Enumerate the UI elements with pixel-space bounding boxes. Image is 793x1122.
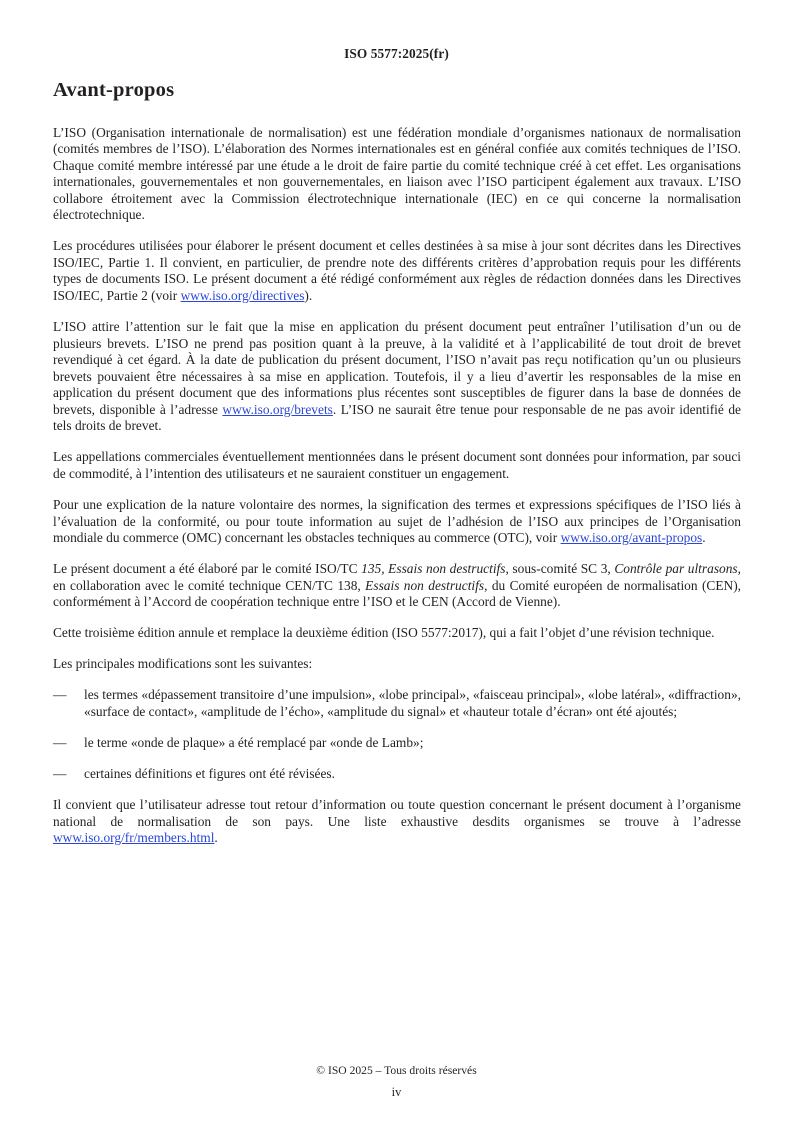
list-item bbox=[53, 687, 741, 720]
paragraph-procedures bbox=[53, 238, 741, 304]
paragraph-feedback bbox=[53, 797, 741, 847]
link-iso-members[interactable]: www.iso.org/fr/members.html bbox=[53, 830, 215, 846]
paragraph-feedback-tail: . bbox=[214, 830, 218, 846]
list-item bbox=[53, 766, 741, 783]
paragraph-patents bbox=[53, 319, 741, 435]
paragraph-procedures-tail: ). bbox=[304, 288, 313, 304]
footer-copyright: © ISO 2025 – Tous droits réservés bbox=[316, 1064, 477, 1077]
paragraph-procedures-text: Les procédures utilisées pour élaborer le présent document et celles destinées à sa mise à jour sont décrites dans les Directives ISO/IEC, Partie 1. Il convient, en particulier, de prendre note des différents critères d’approbation requis pour les différents types de documents ISO. Le présent document a été rédigé conformément aux règles de rédaction données dans les Directives ISO/IEC, Partie 2 (voir bbox=[53, 238, 741, 304]
paragraph-patents-text: L’ISO attire l’attention sur le fait que la mise en application du présent document peut entraîner l’utilisation d’un ou de plusieurs brevets. L’ISO ne prend pas position quant à la preuve, à la validité et à l’applicabilité de tout droit de brevet revendiqué à cet égard. À la date de publication du présent document, l’ISO n’avait pas reçu notification qu’un ou plusieurs brevets pouvaient être nécessaires à sa mise en application. Toutefois, il y a lieu d’avertir les responsables de la mise en application du présent document que des informations plus récentes sont susceptibles de figurer dans la base de données de brevets, disponible à l’adresse bbox=[53, 319, 741, 417]
paragraph-iso-definition: L’ISO (Organisation internationale de normalisation) est une fédération mondiale d’organismes nationaux de normalisation (comités membres de l’ISO). L’élaboration des Normes internationales est en général confiée aux comités techniques de l’ISO. Chaque comité membre intéressé par une étude a le droit de faire partie du comité technique créé à cet effet. Les organisations internationales, gouvernementales et non gouvernementales, en liaison avec l’ISO participent également aux travaux. L’ISO collabore étroitement avec la Commission électrotechnique internationale (IEC) en ce qui concerne la normalisation électrotechnique. bbox=[53, 124, 741, 223]
list-item bbox=[53, 735, 741, 752]
dash-marker-icon: — bbox=[53, 766, 67, 781]
paragraph-wto-tbt-text: Pour une explication de la nature volontaire des normes, la signification des termes et expressions spécifiques de l’ISO liés à l’évaluation de la conformité, ou pour toute information au sujet de l’adhésion de l’ISO aux principes de l’Organisation mondiale du commerce (OMC) concernant les obstacles techniques au commerce (OTC), voir bbox=[53, 496, 741, 546]
link-iso-avant-propos[interactable]: www.iso.org/avant-propos bbox=[560, 530, 703, 546]
running-head: ISO 5577:2025(fr) bbox=[344, 46, 449, 61]
page-content bbox=[53, 78, 741, 847]
page-title: Avant-propos bbox=[53, 79, 175, 101]
committee-segment-4: , du Comité européen de normalisation (CEN), conformément à l’Accord de coopération technique entre l’ISO et le CEN (Accord de Vienne). bbox=[53, 577, 741, 610]
page-number: iv bbox=[391, 1085, 402, 1099]
committee-title-cen138: Essais non destructifs bbox=[365, 577, 485, 593]
paragraph-changes-intro: Les principales modifications sont les suivantes: bbox=[53, 656, 313, 672]
committee-title-sc3: Contrôle par ultrasons bbox=[614, 561, 738, 577]
link-iso-brevets[interactable]: www.iso.org/brevets bbox=[222, 401, 333, 417]
link-iso-directives[interactable]: www.iso.org/directives bbox=[180, 288, 305, 304]
committee-segment-2: , sous-comité SC 3, bbox=[505, 561, 615, 577]
paragraph-wto-tbt-tail: . bbox=[702, 530, 706, 546]
list-item-text: les termes «dépassement transitoire d’une impulsion», «lobe principal», «faisceau principal», «lobe latéral», «diffraction», «surface de contact», «amplitude de l’écho», «amplitude du signal» et «hauteur totale d’écran» ont été ajoutés; bbox=[84, 687, 741, 719]
paragraph-feedback-text: Il convient que l’utilisateur adresse tout retour d’information ou toute question concernant le présent document à l’organisme national de normalisation de son pays. Une liste exhaustive desdits organismes se trouve à l’adresse bbox=[53, 797, 741, 829]
dash-marker-icon: — bbox=[53, 734, 67, 750]
list-item-text: certaines définitions et figures ont été révisées. bbox=[84, 766, 335, 781]
paragraph-trade-names: Les appellations commerciales éventuellement mentionnées dans le présent document sont données pour information, par souci de commodité, à l’intention des utilisateurs et ne sauraient constituer un engagement. bbox=[53, 449, 741, 481]
paragraph-wto-tbt bbox=[53, 497, 741, 547]
committee-title-tc135: 135, Essais non destructifs bbox=[361, 561, 506, 577]
committee-segment-1: Le présent document a été élaboré par le comité ISO/TC bbox=[53, 561, 362, 577]
paragraph-edition-note: Cette troisième édition annule et remplace la deuxième édition (ISO 5577:2017), qui a fait l’objet d’une révision technique. bbox=[53, 625, 715, 641]
dash-marker-icon: — bbox=[53, 687, 67, 703]
committee-segment-3: , en collaboration avec le comité technique CEN/TC 138, bbox=[53, 561, 741, 593]
paragraph-patents-tail: . L’ISO ne saurait être tenue pour responsable de ne pas avoir identifié de tels droits de brevet. bbox=[53, 401, 742, 434]
paragraph-committee bbox=[53, 561, 741, 611]
list-item-text: le terme «onde de plaque» a été remplacé par «onde de Lamb»; bbox=[84, 734, 424, 750]
